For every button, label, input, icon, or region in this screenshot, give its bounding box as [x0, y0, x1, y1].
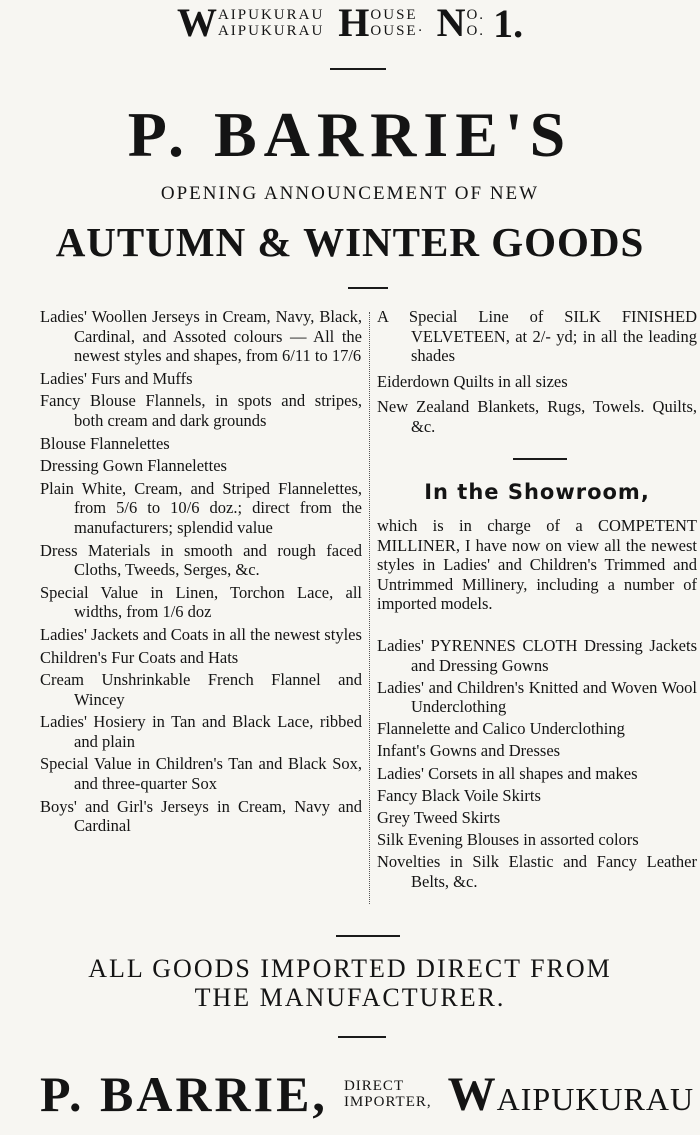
footer-line-2: THE MANUFACTURER. [194, 983, 506, 1012]
list-item: Special Value in Linen, Torchon Lace, all widths, from 1/6 doz [40, 582, 362, 622]
page-title: P. BARRIE'S [127, 99, 573, 170]
list-item: Ladies' and Children's Knitted and Woven Wool Underclothing [377, 677, 697, 717]
subtitle: OPENING ANNOUNCEMENT OF NEW [160, 183, 540, 204]
signature-place-rest: AIPUKURAU [496, 1080, 695, 1117]
masthead-town [218, 7, 324, 39]
signature-role-line2: IMPORTER, [343, 1094, 432, 1110]
list-item: Ladies' PYRENNES CLOTH Dressing Jackets and Dressing Gowns [377, 636, 697, 675]
list-item: Boys' and Girl's Jerseys in Cream, Navy and Cardinal [40, 796, 362, 836]
masthead-town-line2: AIPUKURAU [217, 23, 325, 39]
masthead [0, 2, 700, 44]
list-item: Dressing Gown Flannelettes [40, 456, 227, 476]
masthead-house-line2: OUSE· [370, 23, 425, 39]
list-item: Blouse Flannelettes [40, 433, 170, 453]
column-divider [369, 312, 370, 904]
list-item: Novelties in Silk Elastic and Fancy Leather Belts, &c. [377, 851, 697, 891]
list-item: Ladies' Woollen Jerseys in Cream, Navy, Black, Cardinal, and Assoted colours — All the newest styles and shapes, from 6/11 to 17/6 [40, 307, 362, 366]
list-item: Dress Materials in smooth and rough faced Cloths, Tweeds, Serges, &c. [40, 540, 362, 580]
list-item: Ladies' Hosiery in Tan and Black Lace, ribbed and plain [40, 712, 362, 751]
list-item: A Special Line of SILK FINISHED VELVETEEN, at 2/- yd; in all the leading shades [377, 307, 697, 366]
list-item: Ladies' Furs and Muffs [40, 368, 193, 388]
showroom-divider [513, 458, 567, 460]
list-item: Fancy Black Voile Skirts [377, 785, 541, 805]
list-item: Cream Unshrinkable French Flannel and Wincey [40, 670, 362, 709]
masthead-house [370, 7, 424, 39]
footer-divider-top [336, 935, 400, 937]
showroom-heading: In the Showroom, [424, 480, 650, 504]
list-item: Silk Evening Blouses in assorted colors [377, 829, 639, 849]
masthead-no-line1: O. [466, 7, 486, 23]
list-item: Ladies' Corsets in all shapes and makes [377, 763, 638, 783]
top-divider [330, 68, 386, 70]
list-item: Grey Tweed Skirts [377, 807, 501, 827]
signature-place-initial: W [447, 1067, 497, 1121]
footer-divider-bottom [338, 1036, 386, 1038]
masthead-house-line1: OUSE [370, 7, 418, 23]
masthead-w-letter: W [176, 0, 218, 45]
headline: AUTUMN & WINTER GOODS [55, 219, 645, 265]
headline-divider [348, 287, 388, 289]
right-column-top [377, 307, 697, 440]
signature-role [344, 1078, 432, 1110]
masthead-town-line1: AIPUKURAU [217, 7, 325, 23]
masthead-n-letter: N [436, 0, 467, 45]
left-column [40, 307, 362, 839]
footer-line-1: ALL GOODS IMPORTED DIRECT FROM [88, 954, 612, 983]
list-item: Flannelette and Calico Underclothing [377, 719, 625, 739]
list-item: Special Value in Children's Tan and Black Sox, and three-quarter Sox [40, 754, 362, 794]
masthead-number: 1. [493, 0, 524, 46]
list-item: Ladies' Jackets and Coats in all the newest styles [40, 624, 362, 644]
signature-name: P. BARRIE, [40, 1066, 328, 1122]
masthead-number-label [466, 7, 485, 39]
list-item: New Zealand Blankets, Rugs, Towels. Quilts, &c. [377, 397, 697, 436]
signature [40, 1064, 700, 1124]
list-item: Infant's Gowns and Dresses [377, 741, 561, 761]
list-item: Plain White, Cream, and Striped Flannelettes, from 5/6 to 10/6 doz.; direct from the manufacturers; splendid value [40, 478, 362, 537]
showroom-text: which is in charge of a COMPETENT MILLINER, I have now on view all the newest styles in Ladies' and Children's Trimmed and Untrimmed Millinery, including a number of imported models. [377, 516, 697, 614]
masthead-no-line2: O. [466, 23, 486, 39]
list-item: Eiderdown Quilts in all sizes [377, 371, 568, 391]
right-column-bottom [377, 636, 697, 894]
masthead-h-letter: H [338, 0, 371, 45]
signature-place [448, 1067, 694, 1122]
signature-role-line1: DIRECT [343, 1078, 405, 1094]
list-item: Children's Fur Coats and Hats [40, 647, 239, 667]
list-item: Fancy Blouse Flannels, in spots and stripes, both cream and dark grounds [40, 391, 362, 430]
